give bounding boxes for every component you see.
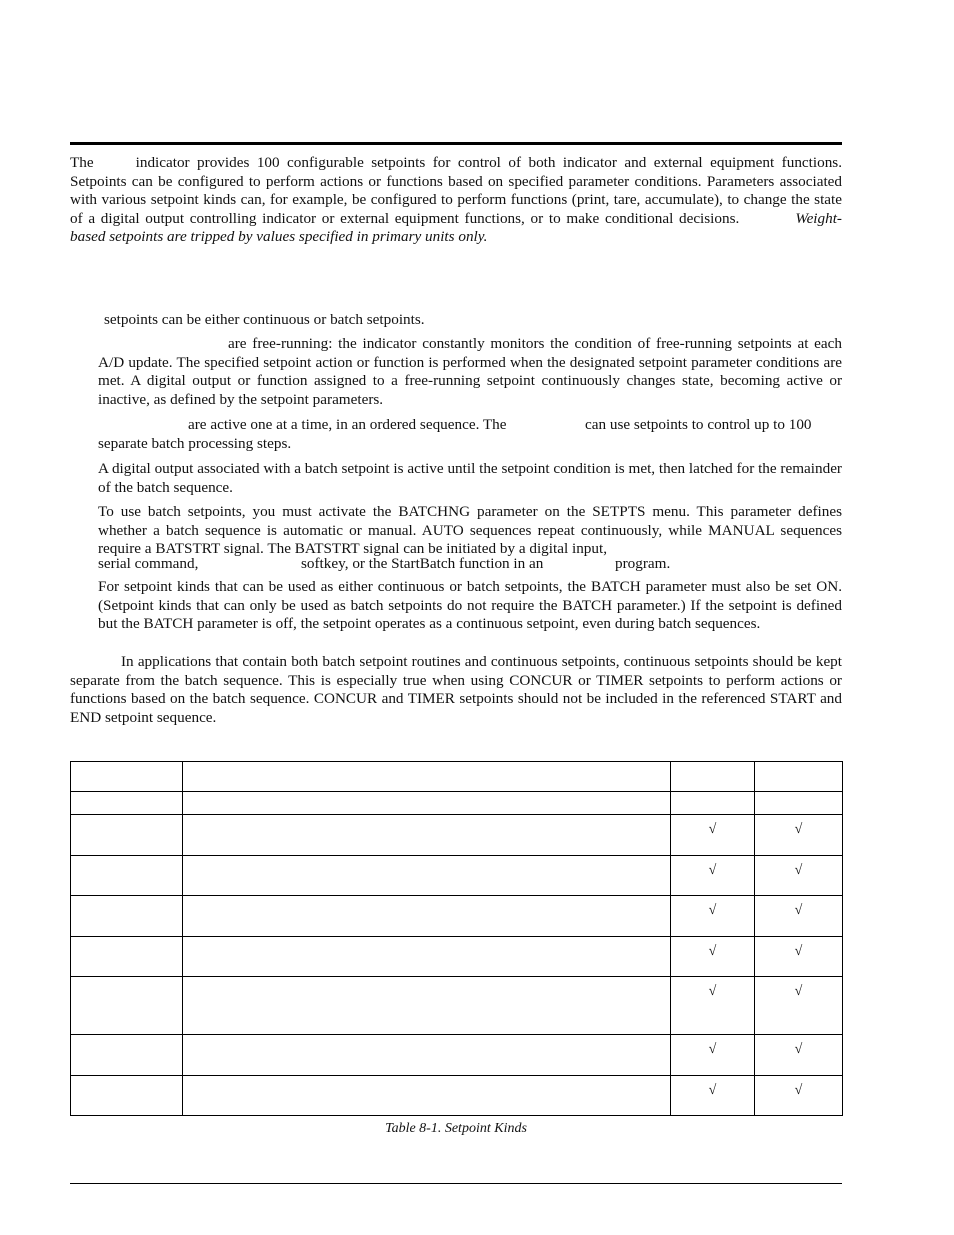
check-mark: √ — [794, 1042, 803, 1057]
header-rule — [70, 142, 842, 145]
table-row — [71, 1076, 843, 1116]
serial-line-c: program. — [615, 555, 671, 572]
note-paragraph: In applications that contain both batch setpoint routines and continuous setpoints, continuous setpoints should be kept separate from the batch sequence. This is especially true when using CONCUR or TIMER setpoints to perform actions or functions based on the batch sequence. CONCUR and TIMER setpoints should not be included in the referenced START and END setpoint sequence. — [70, 653, 842, 726]
check-mark: √ — [794, 822, 803, 837]
setpoint-types-line: setpoints can be either continuous or batch setpoints. — [104, 311, 425, 328]
digital-output-paragraph: A digital output associated with a batch setpoint is active until the setpoint condition is met, then latched for the remainder of the batch sequence. — [98, 460, 842, 496]
check-mark: √ — [708, 944, 717, 959]
table-row — [71, 977, 843, 1035]
intro-paragraph — [70, 154, 842, 247]
check-mark: √ — [708, 984, 717, 999]
intro-note: Weight-based setpoints are tripped by values specified in primary units only. — [70, 209, 842, 246]
intro-start: The — [70, 154, 94, 171]
table-row — [71, 937, 843, 977]
free-running-text: are free-running: the indicator constantly monitors the condition of free-running setpoints at each A/D update. The specified setpoint action or function is performed when the designated setpoint parameter conditions are met. A digital output or function assigned to a free-running setpoint continuously changes state, becoming active or inactive, as defined by the setpoint parameters. — [98, 335, 842, 408]
table-row — [71, 1035, 843, 1076]
use-batch-paragraph: To use batch setpoints, you must activate the BATCHNG parameter on the SETPTS menu. This parameter defines whether a batch sequence is automatic or manual. AUTO sequences repeat continuously, while MANUAL sequences require a BATSTRT signal. The BATSTRT signal can be initiated by a digital input, — [98, 503, 842, 558]
check-mark: √ — [794, 903, 803, 918]
free-running-paragraph — [98, 335, 842, 409]
check-mark: √ — [794, 944, 803, 959]
check-mark: √ — [794, 1083, 803, 1098]
table-row — [71, 896, 843, 937]
check-mark: √ — [708, 863, 717, 878]
check-mark: √ — [708, 903, 717, 918]
batch-line-b: can use setpoints to control up to 100 — [585, 416, 812, 433]
batch-line-a: are active one at a time, in an ordered sequence. The — [188, 416, 507, 433]
batch-line-c: separate batch processing steps. — [98, 435, 292, 452]
setpoint-kinds-table — [70, 761, 843, 1116]
table-row — [71, 815, 843, 856]
footer-rule — [70, 1183, 842, 1184]
serial-line-a: serial command, — [98, 555, 199, 572]
serial-line-b: softkey, or the StartBatch function in an — [301, 555, 544, 572]
table-row — [71, 792, 843, 815]
check-mark: √ — [794, 863, 803, 878]
setpoint-kinds-paragraph: For setpoint kinds that can be used as either continuous or batch setpoints, the BATCH parameter must also be set ON. (Setpoint kinds that can only be used as batch setpoints do not require the BATCH parameter.) If the setpoint is defined but the BATCH parameter is off, the setpoint operates as a continuous setpoint, even during batch sequences. — [98, 578, 842, 633]
table-caption: Table 8-1. Setpoint Kinds — [385, 1121, 527, 1136]
table-header-row — [71, 762, 843, 792]
intro-text: indicator provides 100 configurable setpoints for control of both indicator and external equipment functions. Setpoints can be configured to perform actions or functions based on specified parameter conditions. Parameters associated with various setpoint kinds can, for example, be configured to perform functions (print, tare, accumulate), to change the state of a digital output controlling indicator or external equipment functions, or to make conditional decisions. — [70, 154, 842, 227]
check-mark: √ — [794, 984, 803, 999]
check-mark: √ — [708, 822, 717, 837]
table-row — [71, 856, 843, 896]
check-mark: √ — [708, 1083, 717, 1098]
check-mark: √ — [708, 1042, 717, 1057]
